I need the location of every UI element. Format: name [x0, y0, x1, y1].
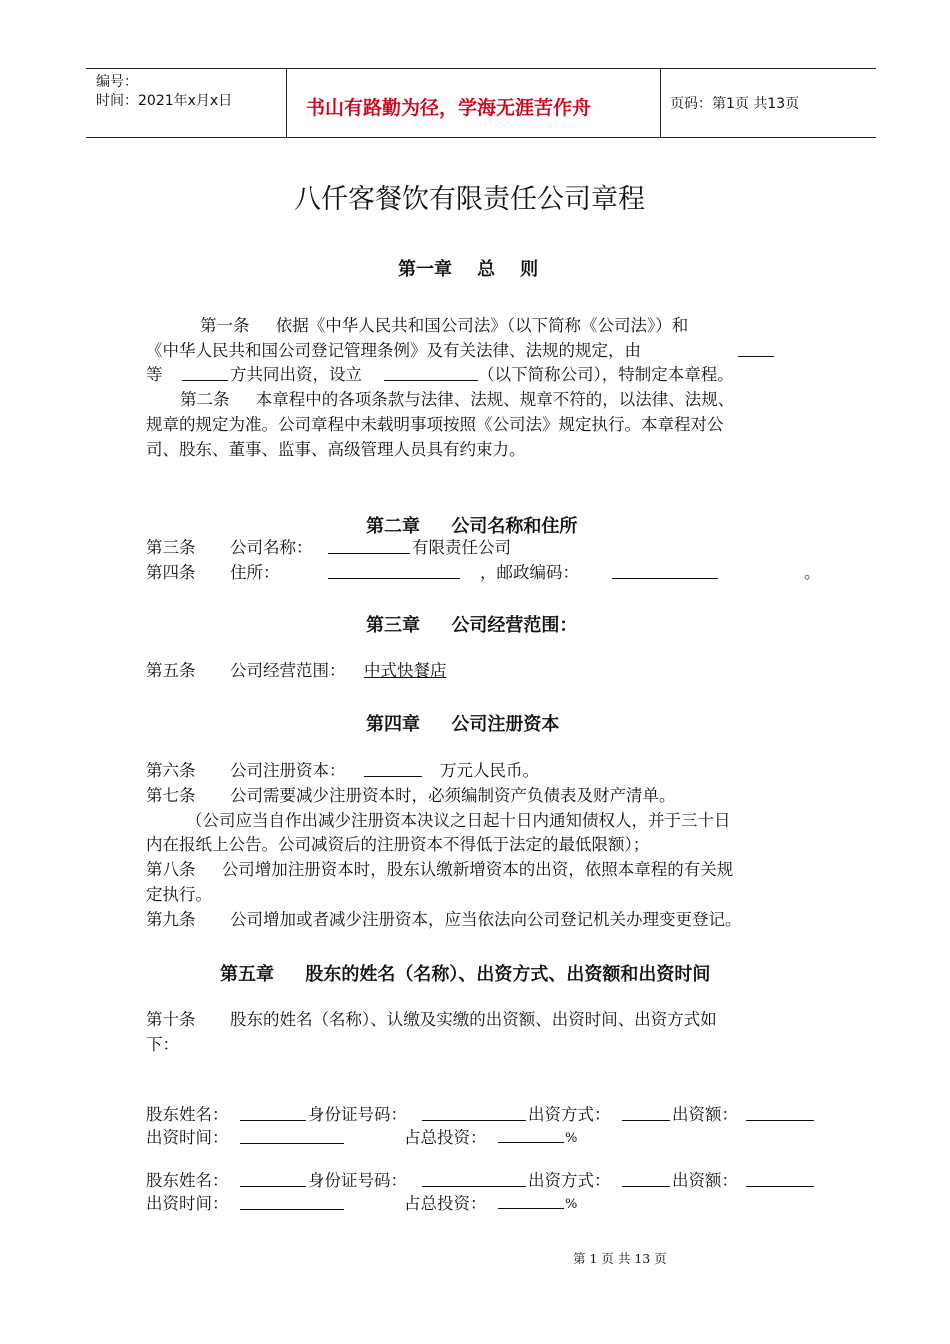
- article-2-line-3: 司、股东、董事、监事、高级管理人员具有约束力。: [146, 440, 526, 459]
- article-7-label: 第七条: [146, 786, 196, 805]
- shareholder-name-field[interactable]: [240, 1105, 306, 1121]
- chapter-4-heading: 第四章 公司注册资本: [366, 714, 560, 735]
- investment-ratio-label: 占总投资：: [404, 1128, 487, 1147]
- article-1-line-2: 《中华人民共和国公司登记管理条例》及有关法律、法规的规定，由: [146, 341, 641, 360]
- article-3-text: 公司名称：: [230, 538, 313, 557]
- article-5-text: 公司经营范围：: [230, 661, 346, 680]
- address-field[interactable]: [328, 563, 460, 579]
- percent-sign: %: [565, 1197, 578, 1212]
- article-10-line-2: 下：: [146, 1035, 179, 1054]
- contribution-amount-label: 出资额：: [672, 1105, 738, 1124]
- contribution-method-label: 出资方式：: [528, 1105, 611, 1124]
- header-divider: [286, 69, 287, 137]
- chapter-3-heading: 第三章 公司经营范围：: [366, 615, 578, 636]
- shareholder-name-label: 股东姓名：: [146, 1171, 229, 1190]
- founder-count-blank[interactable]: [182, 365, 228, 381]
- contribution-method-field[interactable]: [622, 1105, 670, 1121]
- header-number: 编号：: [96, 74, 138, 90]
- registered-capital-field[interactable]: [364, 761, 422, 777]
- article-5-label: 第五条: [146, 661, 196, 680]
- contribution-time-field[interactable]: [240, 1194, 344, 1210]
- article-7-note-1: （公司应当自作出减少注册资本决议之日起十日内通知债权人，并于三十日: [186, 811, 731, 830]
- header-time: 时间：2021年x月x日: [96, 93, 233, 109]
- article-4-text: 住所：: [230, 563, 280, 582]
- shareholder-name-label: 股东姓名：: [146, 1105, 229, 1124]
- article-2-line-2: 规章的规定为准。公司章程中未载明事项按照《公司法》规定执行。本章程对公: [146, 415, 724, 434]
- article-9-text: 公司增加或者减少注册资本，应当依法向公司登记机关办理变更登记。: [230, 910, 742, 929]
- contribution-time-field[interactable]: [240, 1128, 344, 1144]
- shareholder-id-label: 身份证号码：: [308, 1171, 407, 1190]
- header-divider: [660, 69, 661, 137]
- article-1-line-3b: 方共同出资，设立: [230, 365, 362, 384]
- article-6-suffix: 万元人民币。: [440, 761, 539, 780]
- article-6-label: 第六条: [146, 761, 196, 780]
- article-3-label: 第三条: [146, 538, 196, 557]
- article-3-suffix: 有限责任公司: [412, 538, 511, 557]
- percent-sign: %: [565, 1131, 578, 1146]
- article-10-label: 第十条: [146, 1010, 196, 1029]
- investment-ratio-field[interactable]: [498, 1128, 564, 1143]
- company-name-field[interactable]: [328, 538, 410, 554]
- document-title: 八仟客餐饮有限责任公司章程: [294, 184, 645, 215]
- article-6-text: 公司注册资本：: [230, 761, 346, 780]
- article-1-line-3c: （以下简称公司），特制定本章程。: [478, 365, 734, 384]
- contribution-method-label: 出资方式：: [528, 1171, 611, 1190]
- shareholder-id-field[interactable]: [422, 1105, 526, 1121]
- business-scope-value: 中式快餐店: [364, 661, 447, 680]
- header-motto: 书山有路勤为径，学海无涯苦作舟: [306, 97, 592, 119]
- company-name-blank[interactable]: [384, 365, 478, 381]
- article-4-label: 第四条: [146, 563, 196, 582]
- header-page-info: 页码：第1页 共13页: [670, 96, 800, 112]
- article-8-line-1: 第八条 公司增加注册资本时，股东认缴新增资本的出资，依照本章程的有关规: [146, 860, 734, 879]
- chapter-2-heading: 第二章 公司名称和住所: [366, 516, 578, 537]
- article-10-line-1: 股东的姓名（名称）、认缴及实缴的出资额、出资时间、出资方式如: [230, 1010, 717, 1029]
- shareholder-id-label: 身份证号码：: [308, 1105, 407, 1124]
- contribution-amount-field[interactable]: [746, 1105, 814, 1121]
- article-9-label: 第九条: [146, 910, 196, 929]
- article-1-line-3a: 等: [146, 365, 163, 384]
- page-footer: 第 1 页 共 13 页: [573, 1251, 667, 1266]
- contribution-method-field[interactable]: [622, 1171, 670, 1187]
- article-7-text: 公司需要减少注册资本时，必须编制资产负债表及财产清单。: [230, 786, 676, 805]
- contribution-time-label: 出资时间：: [146, 1128, 229, 1147]
- chapter-5-heading: 第五章 股东的姓名（名称）、出资方式、出资额和出资时间: [220, 964, 711, 985]
- contribution-time-label: 出资时间：: [146, 1194, 229, 1213]
- article-4-end: 。: [804, 563, 821, 582]
- contribution-amount-label: 出资额：: [672, 1171, 738, 1190]
- investment-ratio-field[interactable]: [498, 1194, 564, 1209]
- chapter-1-heading: 第一章 总 则: [398, 259, 539, 280]
- founder-blank[interactable]: [738, 341, 774, 357]
- article-8-line-2: 定执行。: [146, 885, 212, 904]
- postal-code-field[interactable]: [612, 563, 718, 579]
- article-4-postal: ，邮政编码：: [480, 563, 579, 582]
- article-1-line-1: 第一条 依据《中华人民共和国公司法》（以下简称《公司法》）和: [200, 316, 689, 335]
- article-2-line-1: 第二条 本章程中的各项条款与法律、法规、规章不符的，以法律、法规、: [180, 390, 735, 409]
- shareholder-id-field[interactable]: [422, 1171, 526, 1187]
- investment-ratio-label: 占总投资：: [404, 1194, 487, 1213]
- shareholder-name-field[interactable]: [240, 1171, 306, 1187]
- contribution-amount-field[interactable]: [746, 1171, 814, 1187]
- article-7-note-2: 内在报纸上公告。公司减资后的注册资本不得低于法定的最低限额）；: [146, 835, 650, 854]
